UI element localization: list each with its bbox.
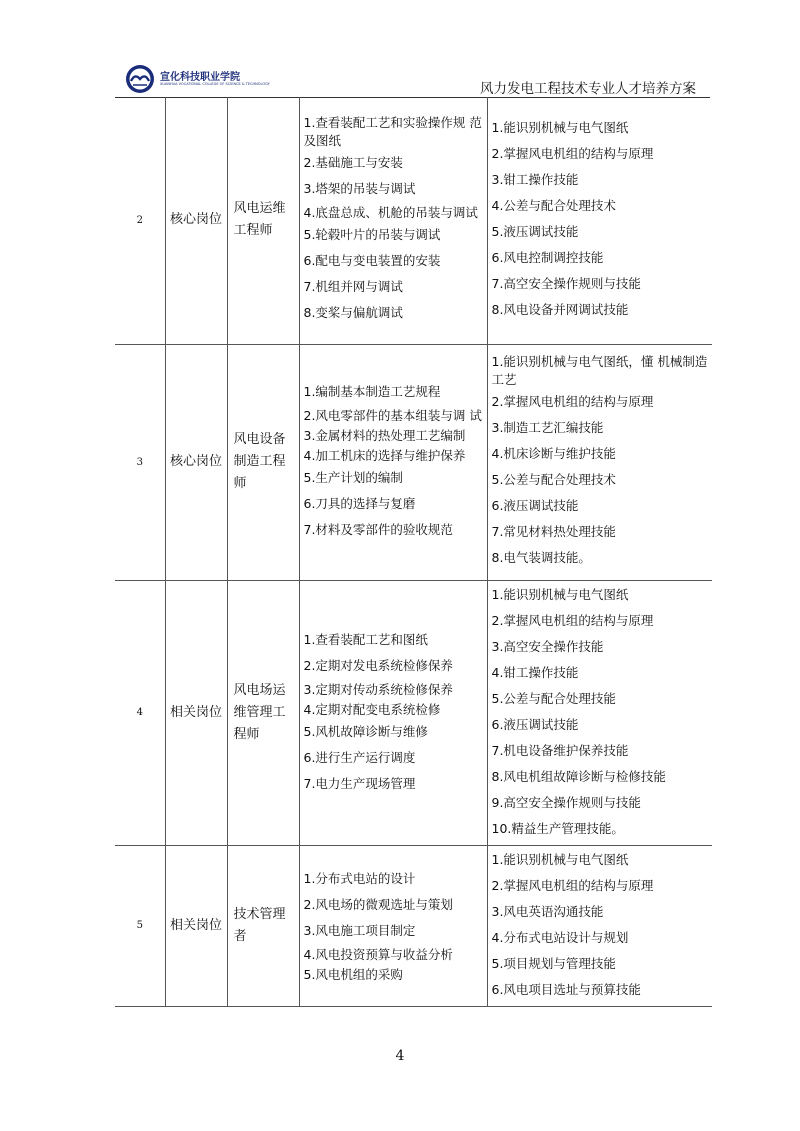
job-position: 技术管理者 <box>227 845 299 1006</box>
task-item: 5.风机故障诊断与维修 <box>303 723 428 739</box>
skill-item: 4.公差与配合处理技术 <box>491 198 616 214</box>
row-number: 2 <box>115 97 165 344</box>
row-number: 5 <box>115 845 165 1006</box>
skill-item: 2.掌握风电机组的结构与原理 <box>491 877 654 893</box>
table-row <box>115 97 712 344</box>
task-item: 7.电力生产现场管理 <box>303 775 416 791</box>
skill-item: 4.机床诊断与维护技能 <box>491 446 616 461</box>
task-item: 6.配电与变电装置的安装 <box>303 253 441 269</box>
job-category: 相关岗位 <box>165 580 227 845</box>
table-row <box>115 845 712 1006</box>
skill-item: 1.能识别机械与电气图纸 <box>491 120 629 136</box>
skill-item: 5.公差与配合处理技术 <box>491 472 616 487</box>
task-item: 2.基础施工与安装 <box>303 155 403 171</box>
job-position: 风电运维工程师 <box>227 97 299 344</box>
skill-item: 7.高空安全操作规则与技能 <box>491 276 641 292</box>
skill-item: 4.分布式电站设计与规划 <box>491 929 629 945</box>
task-item: 6.刀具的选择与复磨 <box>303 496 416 511</box>
skill-item: 9.高空安全操作规则与技能 <box>491 794 641 810</box>
skill-item: 7.机电设备维护保养技能 <box>491 742 629 758</box>
skill-item: 3.高空安全操作技能 <box>491 638 604 654</box>
skill-item: 6.风电项目选址与预算技能 <box>491 981 641 997</box>
task-item: 8.变桨与偏航调试 <box>303 305 403 321</box>
work-tasks <box>299 845 487 1006</box>
skill-item: 4.钳工操作技能 <box>491 664 579 680</box>
required-skills <box>487 845 712 1006</box>
task-item: 4.风电投资预算与收益分析 <box>303 946 453 962</box>
task-item: 7.材料及零部件的验收规范 <box>303 522 453 537</box>
school-name: 宣化科技职业学院 <box>160 72 240 83</box>
job-position: 风电设备制造工程师 <box>227 344 299 580</box>
skill-item: 7.常见材料热处理技能 <box>491 524 616 539</box>
job-position: 风电场运维管理工程师 <box>227 580 299 845</box>
work-tasks <box>299 97 487 344</box>
row-number: 4 <box>115 580 165 845</box>
page-header <box>115 62 710 98</box>
college-logo-icon <box>125 64 155 94</box>
skill-item: 1.能识别机械与电气图纸，懂 机械制造工艺 <box>491 354 708 387</box>
skill-item: 2.掌握风电机组的结构与原理 <box>491 612 654 628</box>
task-item: 1.查看装配工艺和实验操作规 范及图纸 <box>303 115 482 149</box>
job-category: 相关岗位 <box>165 845 227 1006</box>
table-row <box>115 344 712 580</box>
skill-item: 3.钳工操作技能 <box>491 172 579 188</box>
task-item: 5.生产计划的编制 <box>303 470 403 485</box>
required-skills <box>487 344 712 580</box>
work-tasks <box>299 580 487 845</box>
skill-item: 3.风电英语沟通技能 <box>491 903 604 919</box>
skill-item: 5.项目规划与管理技能 <box>491 955 616 971</box>
skill-item: 3.制造工艺汇编技能 <box>491 420 604 435</box>
task-item: 7.机组并网与调试 <box>303 279 403 295</box>
task-item: 4.底盘总成、机舱的吊装与调试 <box>303 205 478 221</box>
skill-item: 10.精益生产管理技能。 <box>491 820 624 836</box>
table-row <box>115 580 712 845</box>
skill-item: 5.液压调试技能 <box>491 224 579 240</box>
task-item: 6.进行生产运行调度 <box>303 749 416 765</box>
work-tasks <box>299 344 487 580</box>
task-item: 3.塔架的吊装与调试 <box>303 181 416 197</box>
skill-item: 6.液压调试技能 <box>491 498 579 513</box>
task-item: 1.编制基本制造工艺规程 <box>303 384 441 399</box>
task-item: 3.定期对传动系统检修保养 <box>303 681 453 697</box>
task-item: 5.风电机组的采购 <box>303 966 403 982</box>
skill-item: 5.公差与配合处理技能 <box>491 690 616 706</box>
skill-item: 2.掌握风电机组的结构与原理 <box>491 146 654 162</box>
skill-item: 6.风电控制调控技能 <box>491 250 604 266</box>
task-item: 5.轮毂叶片的吊装与调试 <box>303 227 441 243</box>
row-number: 3 <box>115 344 165 580</box>
required-skills <box>487 97 712 344</box>
skill-item: 8.电气装调技能。 <box>491 550 591 565</box>
job-skills-table <box>115 97 712 1007</box>
skill-item: 1.能识别机械与电气图纸 <box>491 586 629 602</box>
task-item: 2.风电零部件的基本组装与调 试 <box>303 408 482 423</box>
task-item: 2.定期对发电系统检修保养 <box>303 657 453 673</box>
skill-item: 2.掌握风电机组的结构与原理 <box>491 394 654 409</box>
task-item: 4.加工机床的选择与维护保养 <box>303 448 466 463</box>
skill-item: 8.风电设备并网调试技能 <box>491 302 629 318</box>
document-title: 风力发电工程技术专业人才培养方案 <box>480 81 696 97</box>
school-name-en: XUANHUA VOCATIONAL COLLEGE OF SCIENCE & TECHNOLOGY <box>160 82 270 86</box>
task-item: 4.定期对配变电系统检修 <box>303 701 441 717</box>
skill-item: 6.液压调试技能 <box>491 716 579 732</box>
task-item: 3.金属材料的热处理工艺编制 <box>303 428 466 443</box>
task-item: 1.查看装配工艺和图纸 <box>303 631 428 647</box>
job-category: 核心岗位 <box>165 97 227 344</box>
page-number: 4 <box>395 1048 405 1064</box>
required-skills <box>487 580 712 845</box>
skill-item: 1.能识别机械与电气图纸 <box>491 851 629 867</box>
task-item: 3.风电施工项目制定 <box>303 922 416 938</box>
skill-item: 8.风电机组故障诊断与检修技能 <box>491 768 666 784</box>
job-category: 核心岗位 <box>165 344 227 580</box>
task-item: 2.风电场的微观选址与策划 <box>303 896 453 912</box>
task-item: 1.分布式电站的设计 <box>303 870 416 886</box>
